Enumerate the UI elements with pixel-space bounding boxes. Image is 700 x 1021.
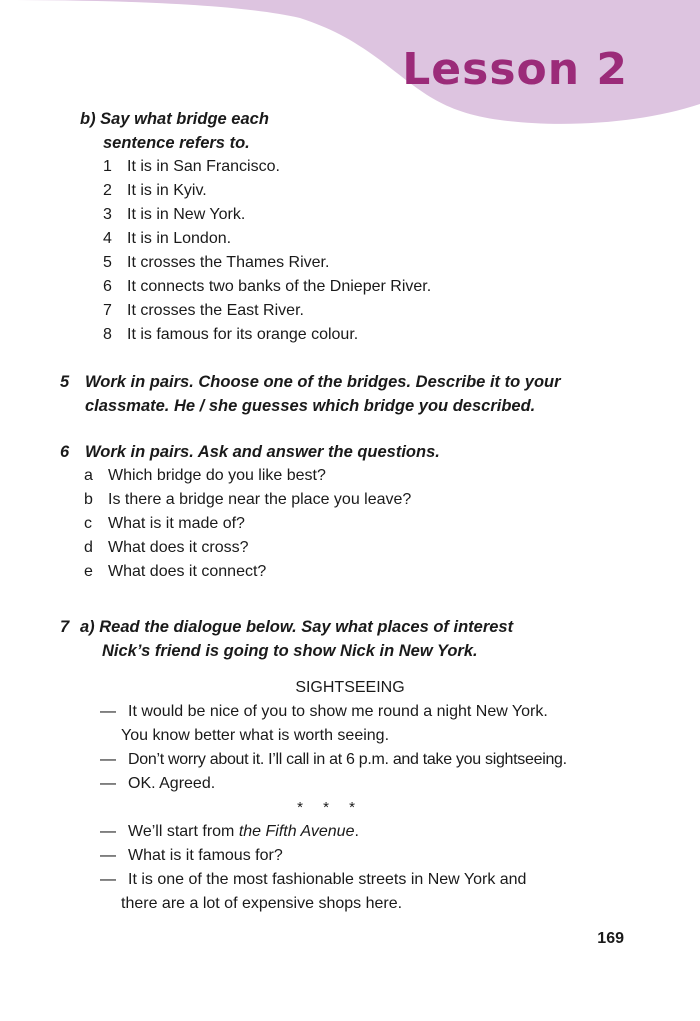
item-number: 2 — [103, 182, 112, 199]
item-text: It is in London. — [127, 230, 232, 247]
dialogue-text: What is it famous for? — [128, 847, 283, 864]
item-letter: b — [84, 491, 93, 508]
item-text: It crosses the Thames River. — [127, 254, 330, 271]
dialogue-text: Don’t worry about it. I’ll call in at 6 p.m. and take you sightseeing. — [128, 751, 567, 768]
task-5-line2: classmate. He / she guesses which bridge you described. — [85, 397, 536, 415]
dialogue-line — [100, 700, 620, 724]
list-item — [84, 536, 504, 560]
item-number: 5 — [103, 254, 112, 271]
dialogue-line — [100, 724, 620, 748]
task-7-line1: Read the dialogue below. Say what places of interest — [99, 618, 514, 636]
item-text: Is there a bridge near the place you leave? — [108, 491, 412, 508]
dialogue-line — [100, 868, 620, 892]
list-item — [103, 251, 523, 275]
item-text: What is it made of? — [108, 515, 245, 532]
item-number: 3 — [103, 206, 112, 223]
dash: — — [100, 775, 116, 792]
list-item — [84, 464, 504, 488]
list-item — [103, 179, 523, 203]
item-letter: a — [84, 467, 93, 484]
list-item — [84, 560, 504, 584]
task-6 — [60, 440, 640, 464]
list-item — [103, 299, 523, 323]
task-4b-heading-line2 — [103, 131, 250, 155]
lesson-title: Lesson 2 — [402, 44, 628, 95]
dash: — — [100, 871, 116, 888]
page-number: 169 — [597, 930, 624, 947]
item-letter: c — [84, 515, 92, 532]
dash: — — [100, 751, 116, 768]
item-text: It is in San Francisco. — [127, 158, 280, 175]
item-letter: d — [84, 539, 93, 556]
dialogue-text: there are a lot of expensive shops here. — [121, 895, 403, 912]
section-separator: * * * — [297, 799, 363, 816]
text-part: We’ll start from — [128, 823, 239, 840]
item-text: What does it connect? — [108, 563, 267, 580]
dialogue-line — [100, 820, 620, 844]
item-letter: e — [84, 563, 93, 580]
dialogue-line — [100, 844, 620, 868]
item-text: It is famous for its orange colour. — [127, 326, 359, 343]
task-4b-line1: Say what bridge each — [100, 110, 269, 128]
dialogue-text: OK. Agreed. — [128, 775, 216, 792]
list-item — [103, 275, 523, 299]
dash: — — [100, 847, 116, 864]
item-text: It is in New York. — [127, 206, 246, 223]
item-text: Which bridge do you like best? — [108, 467, 326, 484]
task-5 — [60, 370, 640, 418]
task-number: 6 — [60, 443, 70, 461]
task-7-label: a) — [80, 618, 95, 636]
dialogue-text: It is one of the most fashionable streets in New York and — [128, 871, 527, 888]
emphasis-text: the Fifth Avenue — [238, 823, 355, 840]
task-7 — [60, 615, 640, 663]
list-item — [84, 488, 504, 512]
task-number: 7 — [60, 618, 70, 636]
item-number: 6 — [103, 278, 112, 295]
item-text: It is in Kyiv. — [127, 182, 207, 199]
task-6-heading: Work in pairs. Ask and answer the questions. — [85, 443, 440, 461]
list-item — [103, 227, 523, 251]
task-4b-line2: sentence refers to. — [103, 134, 250, 152]
dialogue-line — [100, 892, 620, 916]
item-number: 8 — [103, 326, 112, 343]
list-item — [103, 155, 523, 179]
task-4b-label: b) — [80, 110, 96, 128]
task-4b-heading — [80, 107, 480, 131]
task-7-line2: Nick’s friend is going to show Nick in New York. — [102, 642, 478, 660]
list-item — [103, 203, 523, 227]
dialogue-line — [100, 748, 620, 772]
dash: — — [100, 703, 116, 720]
dialogue-title: SIGHTSEEING — [295, 679, 405, 696]
dialogue-text: It would be nice of you to show me round a night New York. — [128, 703, 548, 720]
task-5-line1: Work in pairs. Choose one of the bridges. Describe it to your — [85, 373, 561, 391]
dialogue-text: You know better what is worth seeing. — [121, 727, 390, 744]
item-number: 7 — [103, 302, 112, 319]
task-number: 5 — [60, 373, 70, 391]
task-4b-list — [103, 155, 523, 347]
list-item — [103, 323, 523, 347]
text-part: . — [354, 823, 359, 840]
item-text: It connects two banks of the Dnieper River. — [127, 278, 432, 295]
dash: — — [100, 823, 116, 840]
item-text: It crosses the East River. — [127, 302, 304, 319]
dialogue — [100, 700, 620, 916]
list-item — [84, 512, 504, 536]
dialogue-line — [100, 772, 620, 796]
item-number: 4 — [103, 230, 112, 247]
item-text: What does it cross? — [108, 539, 249, 556]
task-6-list — [84, 464, 504, 584]
item-number: 1 — [103, 158, 112, 175]
dialogue-text — [128, 820, 359, 844]
